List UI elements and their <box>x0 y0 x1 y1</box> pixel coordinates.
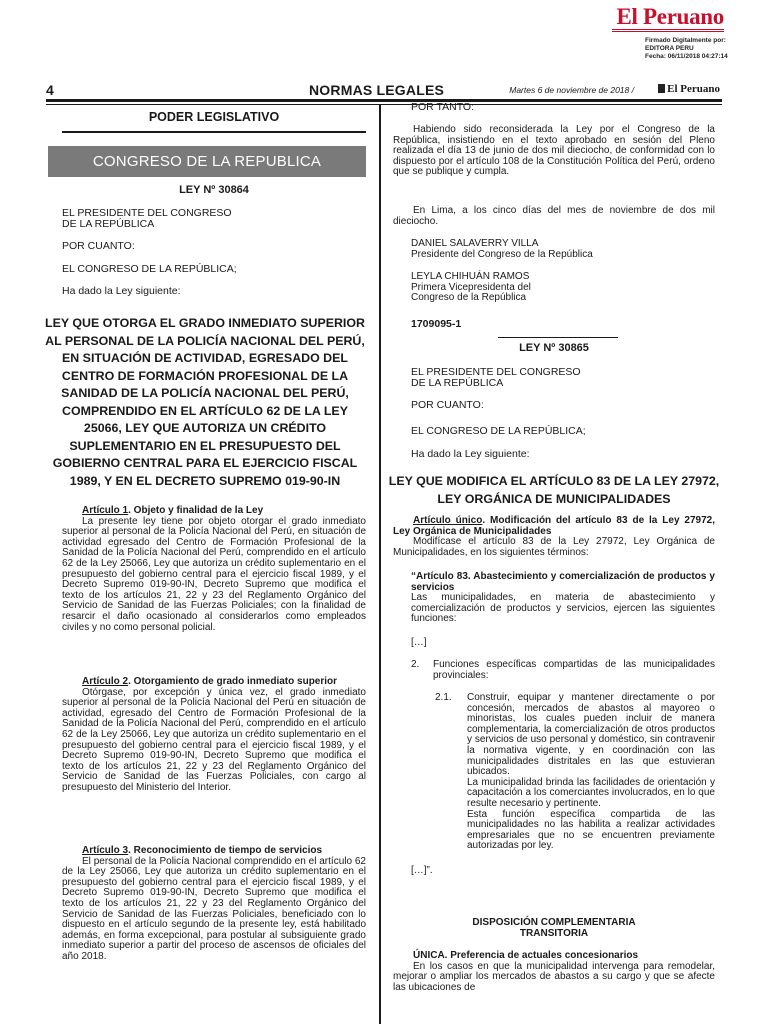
president-line-1: EL PRESIDENTE DEL CONGRESO <box>62 207 232 219</box>
article-1-title: . Objeto y finalidad de la Ley <box>128 505 264 516</box>
masthead <box>0 0 768 78</box>
ha-dado: Ha dado la Ley siguiente: <box>62 285 181 297</box>
article-1-heading <box>62 506 366 517</box>
signer-1-name: DANIEL SALAVERRY VILLA <box>411 238 539 249</box>
transitory-heading-line-2: TRANSITORIA <box>519 928 589 939</box>
article-83-title: “Artículo 83. Abastecimiento y comercialización de productos y servicios <box>411 571 715 593</box>
article-3-title: . Reconocimiento de tiempo de servicios <box>128 845 323 856</box>
branch-rule <box>62 131 366 133</box>
item-2-1-paragraph-3: Esta función específica compartida de las municipalidades no las habilita a realizar actividades empresariales que no se encuentren previamente autorizadas por ley. <box>467 808 715 852</box>
congress-banner: CONGRESO DE LA REPUBLICA <box>48 146 366 177</box>
president-2-line-1: EL PRESIDENTE DEL CONGRESO <box>411 366 581 378</box>
law-separator <box>498 337 618 338</box>
brand-name: El Peruano <box>667 83 720 95</box>
signer-2-name: LEYLA CHIHUÁN RAMOS <box>411 271 530 282</box>
president-line-2: DE LA REPÚBLICA <box>62 218 155 230</box>
article-3-body: El personal de la Policía Nacional comprendido en el artículo 62 de la Ley 25066, Ley que autoriza un crédito suplementario en el presupuesto del gobierno central para el ejercicio fiscal 1989, y el Decreto Supremo 019-90-IN, Decreto Supremo que modifica el texto de los artículos 21, 22 y 23 del Reglamento Orgánico del Servicio de Sanidad de las Fuerzas Policiales, beneficiado con lo dispuesto en el artículo segundo de la presente ley, está habilitado además, en forma excepcional, para postular al subsiguiente grado inmediato superior a partir del proceso de ascensos de oficiales del año 2018. <box>62 855 366 962</box>
signature-line-1: Firmado Digitalmente por: <box>645 37 726 44</box>
congreso-line: EL CONGRESO DE LA REPÚBLICA; <box>62 263 237 275</box>
unica-body: En los casos en que la municipalidad intervenga para remodelar, mejorar o ampliar los mercados de abastos a su cargo y que se afecte las ubicaciones de <box>393 960 715 993</box>
ha-dado-2: Ha dado la Ley siguiente: <box>411 448 530 460</box>
ellipsis-1: […] <box>411 637 427 648</box>
article-unique-body: Modifícase el artículo 83 de la Ley 27972, Ley Orgánica de Municipalidades, en los siguientes términos: <box>393 536 715 558</box>
law-title-2: LEY QUE MODIFICA EL ARTÍCULO 83 DE LA LEY 27972, LEY ORGÁNICA DE MUNICIPALIDADES <box>388 474 720 506</box>
signer-2 <box>411 272 711 304</box>
logo-underline <box>612 29 724 32</box>
article-83-body: Las municipalidades, en materia de abastecimiento y comercialización de productos y servicios, ejercen las siguientes funciones: <box>411 592 715 625</box>
header-rule-thin <box>46 104 722 105</box>
el-peruano-logo: El Peruano <box>616 4 724 29</box>
publication-code: 1709095-1 <box>411 318 462 330</box>
president-heading-2 <box>411 367 711 389</box>
brand-box-icon <box>658 84 665 93</box>
transitory-heading-line-1: DISPOSICIÓN COMPLEMENTARIA <box>472 917 636 928</box>
running-header <box>46 82 722 98</box>
article-2-body: Otórgase, por excepción y única vez, el grado inmediato superior al personal de la Policía Nacional del Perú en situación de actividad, egresado del Centro de Formación Profesional de la Sanidad de la Policía Nacional del Perú, comprendido en el artículo 62 de la Ley 25066, Ley que autoriza un crédito suplementario en el presupuesto del gobierno central para el ejercicio fiscal 1989, y el Decreto Supremo 019-90-IN, Decreto Supremo que modifica el texto de los artículos 21, 22 y 23 del Reglamento Orgánico del Servicio de Sanidad de las Fuerzas Policiales, con cargo al presupuesto del Ministerio del Interior. <box>62 686 366 793</box>
por-cuanto: POR CUANTO: <box>62 240 135 252</box>
congreso-line-2: EL CONGRESO DE LA REPÚBLICA; <box>411 425 586 437</box>
reconsidered-paragraph: Habiendo sido reconsiderada la Ley por el Congreso de la República, insistiendo en el texto aprobado en sesión del Pleno realizada el día 13 de junio de dos mil dieciocho, de conformidad con lo dispuesto por el artículo 108 de la Constitución Política del Perú, ordeno que se publique y cumpla. <box>393 124 715 178</box>
item-2-1-paragraph-2: La municipalidad brinda las facilidades de orientación y capacitación a los comerciantes involucrados, en lo que resulte necesario y pertinente. <box>467 776 715 809</box>
lima-paragraph: En Lima, a los cinco días del mes de noviembre de dos mil dieciocho. <box>393 205 715 227</box>
president-heading <box>62 208 366 230</box>
signer-2-role-1: Primera Vicepresidenta del <box>411 281 531 293</box>
article-unique-label: Artículo único <box>413 515 483 526</box>
item-2-1-number: 2.1. <box>435 692 452 703</box>
section-title: NORMAS LEGALES <box>309 82 445 98</box>
article-3-heading <box>62 846 366 857</box>
signature-line-3: Fecha: 06/11/2018 04:27:14 <box>645 53 728 60</box>
unica-heading: ÚNICA. Preferencia de actuales concesionarios <box>413 950 639 961</box>
item-2 <box>411 660 715 681</box>
article-2 <box>62 677 366 794</box>
signer-2-role-2: Congreso de la República <box>411 292 527 304</box>
signature-line-2: EDITORA PERU <box>645 45 694 52</box>
por-cuanto-2: POR CUANTO: <box>411 399 484 411</box>
law-number-2: LEY Nº 30865 <box>519 342 589 354</box>
article-1-label: Artículo 1 <box>82 505 129 516</box>
page-number: 4 <box>46 82 54 98</box>
issue-date: Martes 6 de noviembre de 2018 / <box>509 85 634 95</box>
article-83-quote <box>411 572 715 625</box>
article-2-title: . Otorgamiento de grado inmediato superior <box>128 676 338 687</box>
brand-mark <box>658 83 720 95</box>
transitory-heading <box>393 917 715 939</box>
article-3 <box>62 846 366 963</box>
item-2-text: Funciones específicas compartidas de las municipalidades provinciales: <box>433 659 715 681</box>
president-2-line-2: DE LA REPÚBLICA <box>411 377 504 389</box>
ellipsis-2: […]”. <box>411 865 433 876</box>
signer-1 <box>411 239 711 260</box>
article-1 <box>62 506 366 633</box>
unica-provision <box>393 951 715 993</box>
item-2-number: 2. <box>411 659 420 670</box>
por-tanto: POR TANTO: <box>411 101 475 113</box>
header-rule <box>46 99 722 102</box>
law-title: LEY QUE OTORGA EL GRADO INMEDIATO SUPERIOR AL PERSONAL DE LA POLICÍA NACIONAL DEL PERÚ, EN SITUACIÓN DE ACTIVIDAD, EGRESADO DEL CENTRO DE FORMACIÓN PROFESIONAL DE LA SANIDAD DE LA POLICÍA NACIONAL DEL PERÚ, COMPRENDIDO EN EL ARTÍCULO 62 DE LA LEY 25066, LEY QUE AUTORIZA UN CRÉDITO SUPLEMENTARIO EN EL PRESUPUESTO DEL GOBIERNO CENTRAL PARA EL EJERCICIO FISCAL 1989, Y EN EL DECRETO SUPREMO 019-90-IN <box>45 316 365 488</box>
digital-signature <box>645 37 728 61</box>
item-2-1-text: Construir, equipar y mantener directamente o por concesión, mercados de abastos al mayoreo o minoristas, los cuales pueden incluir de manera complementaria, la comercialización de otros productos y servicios de uso personal y doméstico, sin contravenir la normativa vigente, y en coordinación con las municipalidades distritales en las que estuvieran ubicados. <box>467 692 715 778</box>
article-3-label: Artículo 3 <box>82 845 129 856</box>
article-2-label: Artículo 2 <box>82 676 129 687</box>
column-divider <box>379 104 381 1024</box>
article-unique-heading <box>393 516 715 537</box>
article-1-body: La presente ley tiene por objeto otorgar el grado inmediato superior al personal de la Policía Nacional del Perú, en situación de actividad egresado del Centro de Formación Profesional de la Sanidad de la Policía Nacional del Perú, comprendido en el artículo 62 de la Ley 25066, Ley que autoriza un crédito suplementario en el presupuesto del gobierno central para el ejercicio fiscal 1989, y el Decreto Supremo 019-90-IN, Decreto Supremo que modifica el texto de los artículos 21, 22 y 23 del Reglamento Orgánico del Servicio de Sanidad de las Fuerzas Policiales; con la finalidad de resarcir el daño ocasionado al considerarlos como empleados civiles y no como personal policial. <box>62 515 366 633</box>
item-2-1 <box>435 693 715 852</box>
branch-heading: PODER LEGISLATIVO <box>148 110 280 124</box>
signer-1-role: Presidente del Congreso de la República <box>411 248 593 260</box>
article-unique-title: . Modificación del artículo 83 de la Ley 27972, Ley Orgánica de Municipalidades <box>393 515 715 537</box>
article-unique <box>393 516 715 558</box>
article-2-heading <box>62 677 366 688</box>
law-number: LEY Nº 30864 <box>179 184 249 196</box>
